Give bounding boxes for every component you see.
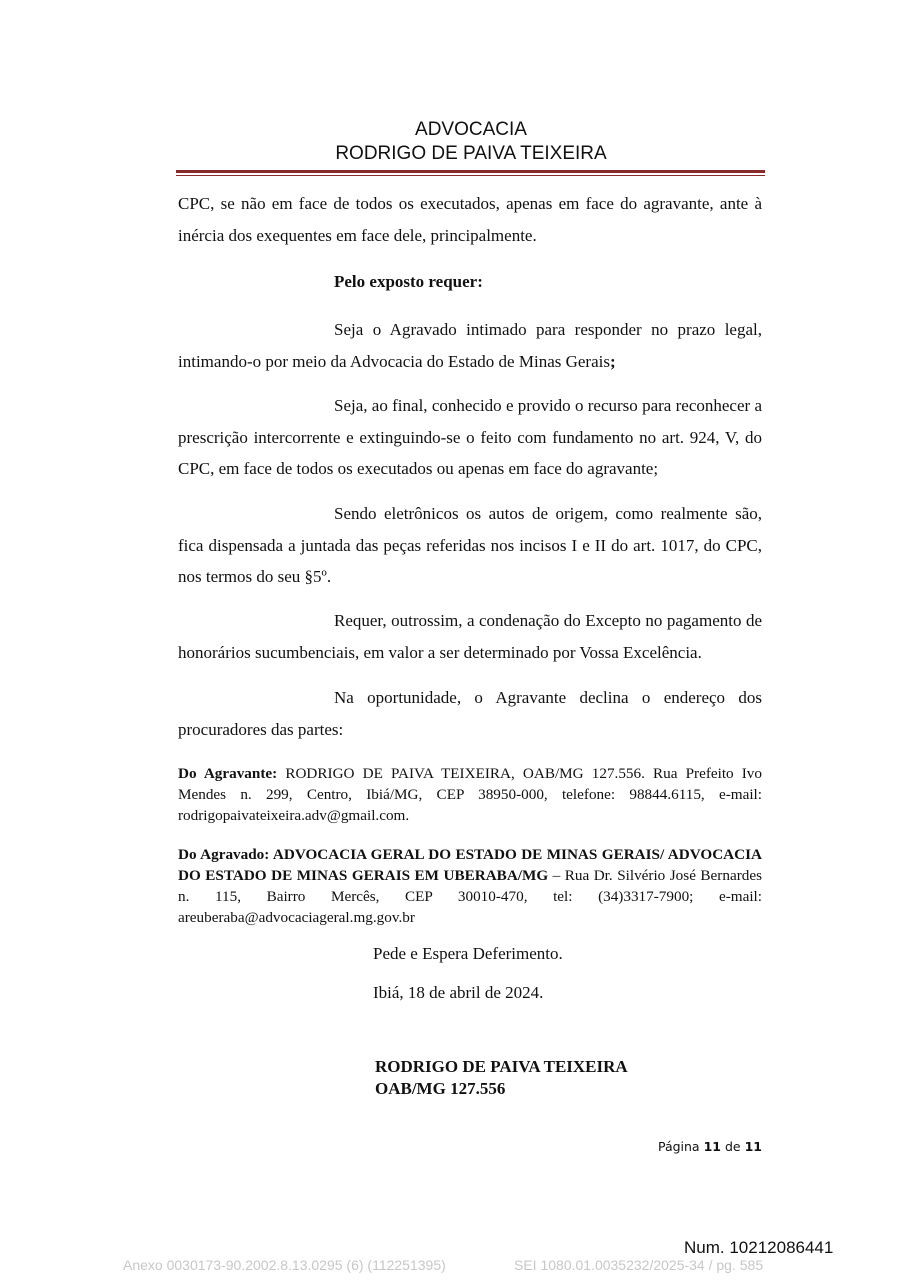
address-agravante-label: Do Agravante: [178, 765, 278, 782]
header-rule-thick [176, 170, 765, 173]
request-4: Requer, outrossim, a condenação do Excepto no pagamento de honorários sucumbenciais, em valor a ser determinado por Vossa Excelência. [178, 611, 762, 662]
page-current: 11 [703, 1139, 721, 1154]
letterhead [178, 118, 764, 166]
footer-sei: SEI 1080.01.0035232/2025-34 / pg. 585 [514, 1257, 764, 1273]
closing-request: Pede e Espera Deferimento. [373, 944, 563, 963]
header-rule-thin [176, 175, 765, 176]
page-label: Página [657, 1139, 700, 1154]
request-1 [178, 314, 762, 377]
letterhead-line2: RODRIGO DE PAIVA TEIXEIRA [335, 143, 607, 164]
letterhead-line1: ADVOCACIA [415, 119, 527, 140]
document-number: Num. 10212086441 [684, 1238, 834, 1257]
page-number [658, 1139, 762, 1154]
address-agravado-text: – Rua Dr. Silvério José Bernardes n. 115, Bairro Mercês, CEP 30010-470, tel: (34)3317-7900; e-mail: areuberaba@advocaciageral.mg.gov.br [178, 867, 762, 926]
address-agravado-label: Do Agravado: ADVOCACIA GERAL DO ESTADO DE MINAS GERAIS/ ADVOCACIA DO ESTADO DE MINAS GERAIS EM UBERABA/MG [178, 846, 762, 884]
address-agravado [178, 844, 762, 928]
footer-anexo: Anexo 0030173-90.2002.8.13.0295 (6) (112251395) [123, 1257, 446, 1273]
address-agravante [178, 763, 762, 826]
request-1-text: Seja o Agravado intimado para responder no prazo legal, intimando-o por meio da Advocacia do Estado de Minas Gerais [178, 320, 762, 371]
closing-date: Ibiá, 18 de abril de 2024. [373, 983, 544, 1002]
request-5: Na oportunidade, o Agravante declina o endereço dos procuradores das partes: [178, 688, 762, 739]
page-sep: de [724, 1139, 741, 1154]
requests-heading: Pelo exposto requer: [334, 272, 483, 291]
paragraph-continuation: CPC, se não em face de todos os executados, apenas em face do agravante, ante à inércia dos exequentes em face dele, principalmente. [178, 194, 762, 245]
request-3: Sendo eletrônicos os autos de origem, como realmente são, fica dispensada a juntada das peças referidas nos incisos I e II do art. 1017, do CPC, nos termos do seu §5º. [178, 504, 762, 586]
request-1-end: ; [609, 351, 616, 371]
address-agravante-text: RODRIGO DE PAIVA TEIXEIRA, OAB/MG 127.556. Rua Prefeito Ivo Mendes n. 299, Centro, Ibiá/MG, CEP 38950-000, telefone: 98844.6115, e-mail: rodrigopaivateixeira.adv@gmail.com. [178, 765, 762, 824]
request-2: Seja, ao final, conhecido e provido o recurso para reconhecer a prescrição intercorrente e extinguindo-se o feito com fundamento no art. 924, V, do CPC, em face de todos os executados ou apenas em face do agravante; [178, 396, 762, 478]
signature-oab: OAB/MG 127.556 [375, 1079, 506, 1098]
signature-name: RODRIGO DE PAIVA TEIXEIRA [375, 1057, 628, 1076]
signature-block [375, 1056, 628, 1100]
page-total: 11 [744, 1139, 762, 1154]
